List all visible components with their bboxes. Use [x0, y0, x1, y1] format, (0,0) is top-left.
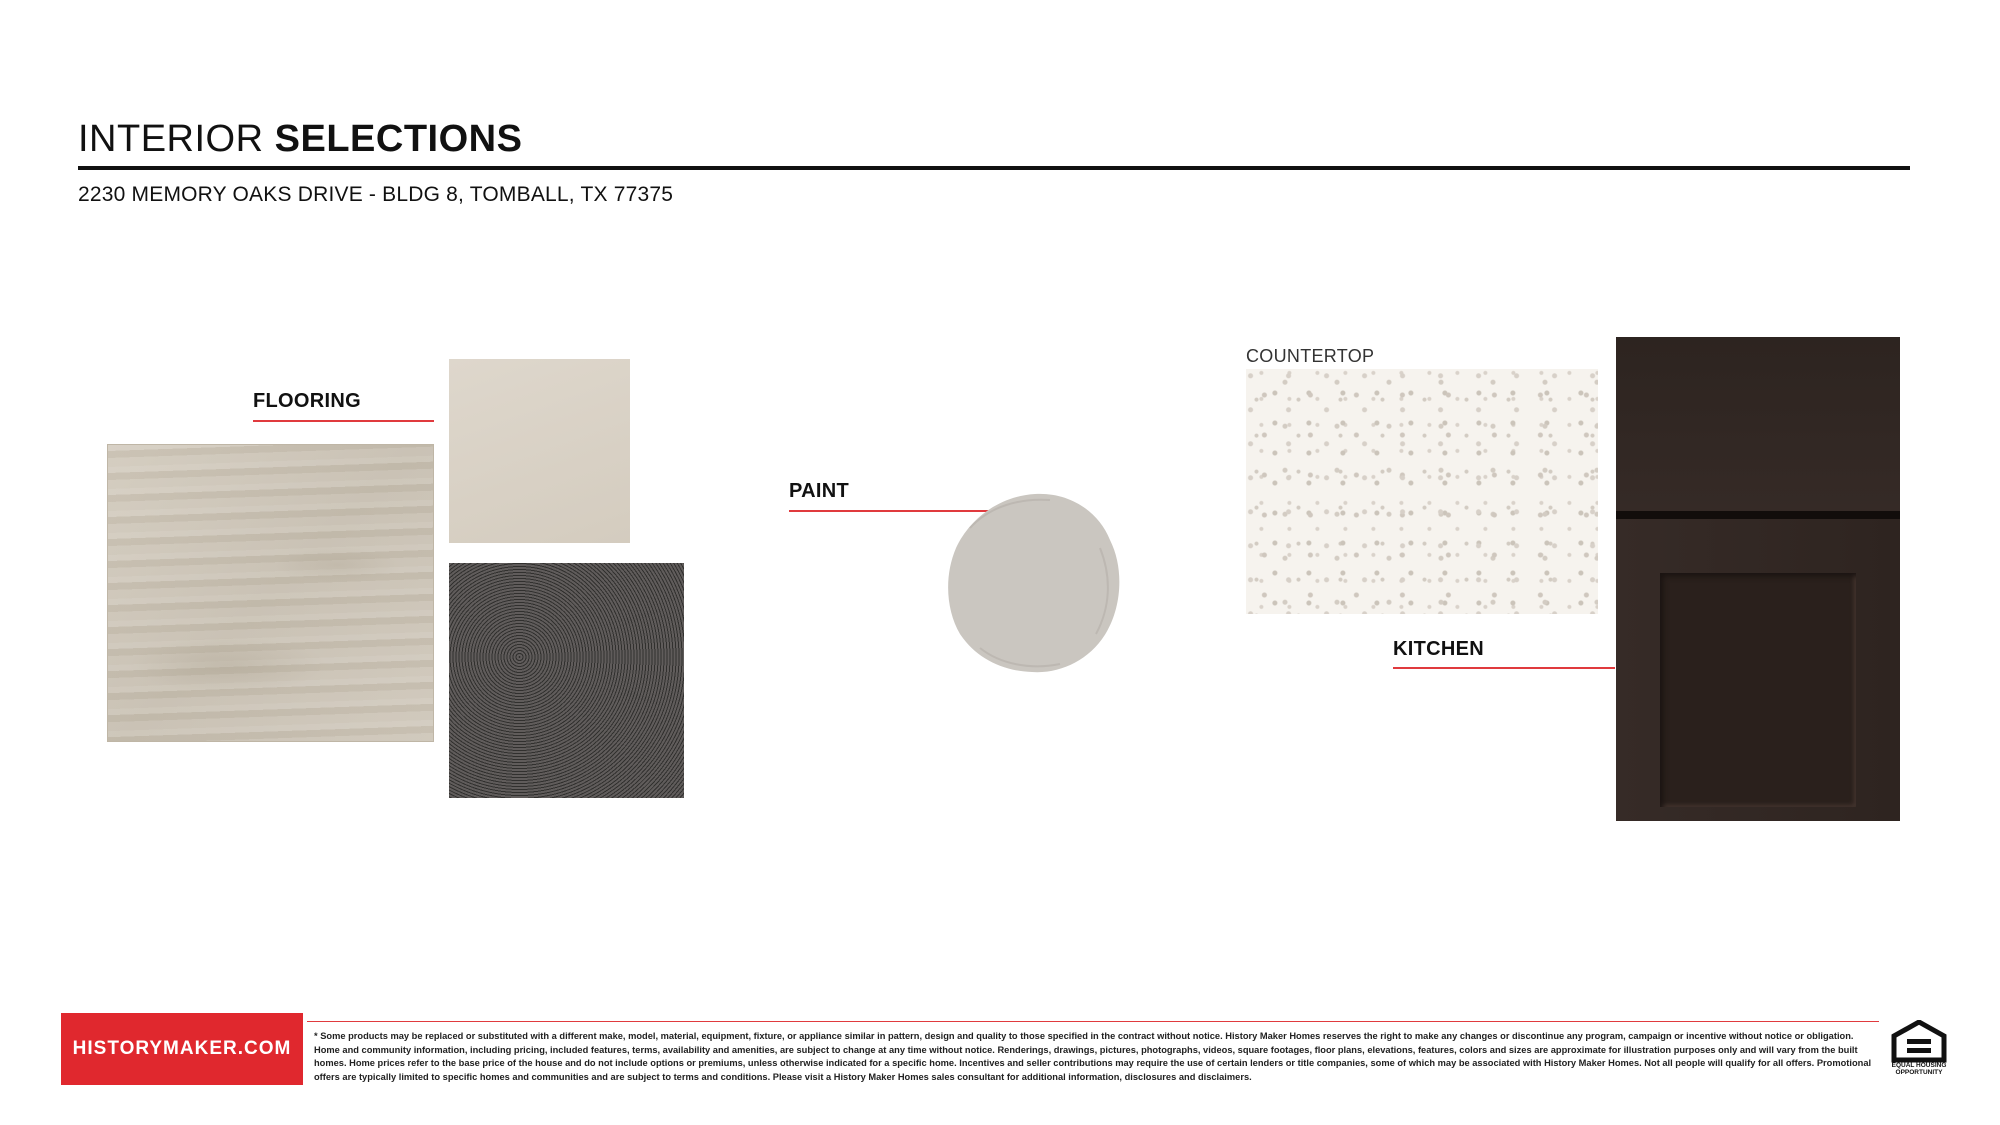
kitchen-label: KITCHEN — [1393, 638, 1484, 660]
flooring-underline — [253, 420, 434, 422]
cabinet-panel — [1660, 573, 1856, 807]
flooring-tile-swatch — [449, 359, 630, 543]
brand-link[interactable]: HISTORYMAKER.COM — [72, 1038, 292, 1059]
equal-housing-line1: EQUAL HOUSING — [1891, 1062, 1947, 1069]
header-divider — [78, 166, 1910, 170]
countertop-swatch — [1246, 369, 1598, 614]
disclaimer-text: * Some products may be replaced or substituted with a different make, model, material, equipment, fixture, or appliance similar in pattern, design and quality to those specified in the contract without notice. History Maker Homes reserves the right to make any changes or discontinue any program, campaign or incentive without notice or obligation. Home and community information, including pricing, included features, terms, availability and amenities, are subject to change at any time without notice. Renderings, drawings, pictures, photographs, videos, square footages, floor plans, elevations, features, colors and sizes are approximate for illustration purposes only and will vary from the built homes. Home prices refer to the base price of the house and do not include options or premiums, unless otherwise indicated for a specific home. Incentives and seller contributions may require the use of certain lenders or title companies, some of which may be associated with History Maker Homes. Not all people will qualify for all offers. Promotional offers are typically limited to specific homes and communities and are subject to terms and conditions. Please visit a History Maker Homes sales consultant for additional information, disclosures and disclaimers. — [314, 1031, 1872, 1082]
page-title-bold: SELECTIONS — [274, 118, 523, 160]
countertop-label: COUNTERTOP — [1246, 346, 1375, 366]
cabinet-drawer — [1616, 337, 1900, 511]
paint-label: PAINT — [789, 480, 850, 502]
page-title-light: INTERIOR — [78, 118, 264, 160]
cabinet-swatch — [1616, 337, 1900, 821]
flooring-label: FLOORING — [253, 390, 361, 412]
flooring-wood-swatch — [107, 444, 434, 742]
paint-swatch — [940, 488, 1130, 678]
kitchen-underline — [1393, 667, 1615, 669]
equal-housing-text — [1886, 1062, 1952, 1076]
page-title — [78, 116, 522, 162]
equal-housing-line2: OPPORTUNITY — [1895, 1069, 1943, 1076]
cabinet-gap — [1616, 511, 1900, 519]
address: 2230 MEMORY OAKS DRIVE - BLDG 8, TOMBALL, TX 77375 — [78, 183, 674, 206]
footer-divider — [307, 1021, 1879, 1022]
flooring-carpet-swatch — [449, 563, 684, 798]
